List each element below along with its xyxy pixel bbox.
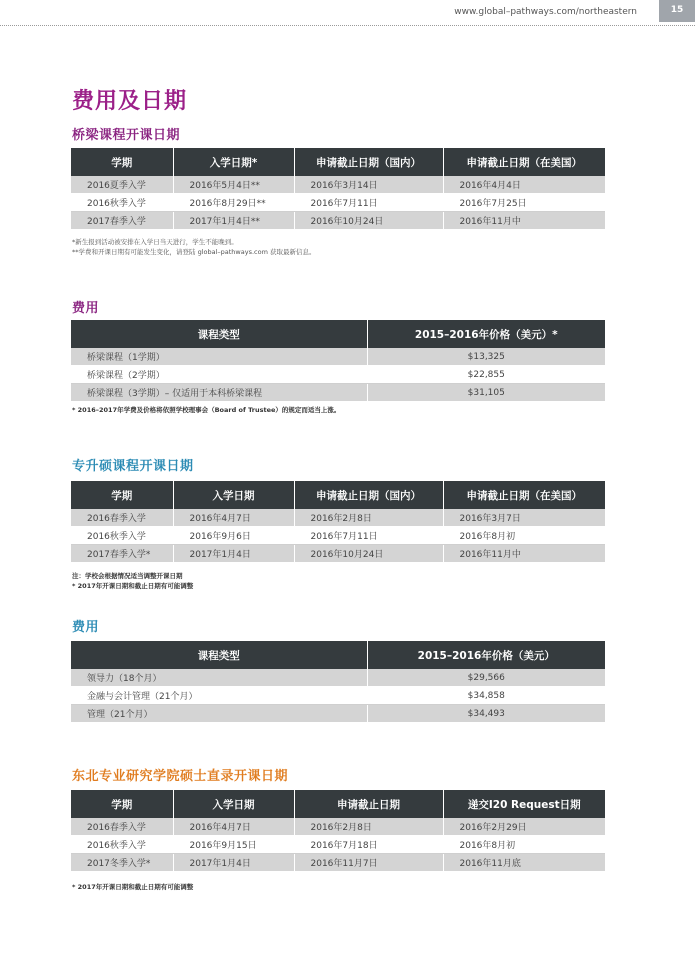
cell: $34,858 xyxy=(367,687,605,705)
col-header: 申请截止日期（在美国） xyxy=(443,148,605,176)
cell: 2016年4月4日 xyxy=(443,176,605,194)
cell: 2016年4月7日 xyxy=(173,818,294,836)
cell: 2017年1月4日** xyxy=(173,212,294,230)
col-header: 入学日期* xyxy=(173,148,294,176)
footnote: **学费和开课日期有可能发生变化，请登陆 global–pathways.com 获取最新信息。 xyxy=(72,248,316,256)
footnote: * 2017年开课日期和截止日期有可能调整 xyxy=(72,582,194,590)
cell: 2016年8月初 xyxy=(443,836,605,854)
table-row xyxy=(71,348,605,366)
table-row xyxy=(71,384,605,402)
cell: 2016年2月29日 xyxy=(443,818,605,836)
col-header: 学期 xyxy=(71,790,173,818)
bridge-dates-heading: 桥梁课程开课日期 xyxy=(72,128,181,143)
cell: 2017年1月4日 xyxy=(173,854,294,872)
header-url: www.global–pathways.com/northeastern xyxy=(454,7,637,17)
cell: 2016年5月4日** xyxy=(173,176,294,194)
direct-admission-heading: 东北专业研究学院硕士直录开课日期 xyxy=(72,769,289,784)
col-header: 申请截止日期（国内） xyxy=(294,481,443,509)
cell: 2016年7月25日 xyxy=(443,194,605,212)
page-title: 费用及日期 xyxy=(72,89,188,114)
cell: 2016年7月18日 xyxy=(294,836,443,854)
cell: 2017春季入学 xyxy=(71,212,173,230)
cell: 2016年10月24日 xyxy=(294,545,443,563)
col-header: 申请截止日期（国内） xyxy=(294,148,443,176)
col-header: 申请截止日期（在美国） xyxy=(443,481,605,509)
cell: 2016年8月29日** xyxy=(173,194,294,212)
cell: $13,325 xyxy=(367,348,605,366)
fees-note: * 2016–2017年学费及价格将依照学校理事会（Board of Trustee）的规定而适当上涨。 xyxy=(72,406,341,414)
cell: 管理（21个月） xyxy=(71,705,367,723)
cell: 2016秋季入学 xyxy=(71,527,173,545)
table-header-row xyxy=(71,148,605,176)
cell: 2016年9月15日 xyxy=(173,836,294,854)
direct-note: * 2017年开课日期和截止日期有可能调整 xyxy=(72,883,194,891)
bridge-dates-table xyxy=(71,148,605,230)
cell: 2017春季入学* xyxy=(71,545,173,563)
cell: 桥梁课程（2学期） xyxy=(71,366,367,384)
table-header-row xyxy=(71,790,605,818)
cell: 金融与会计管理（21个月） xyxy=(71,687,367,705)
col-header: 2015–2016年价格（美元） xyxy=(367,641,605,669)
footnote: *新生报到活动被安排在入学日当天进行，学生不能晚到。 xyxy=(72,238,238,246)
table-header-row xyxy=(71,641,605,669)
cell: 2016夏季入学 xyxy=(71,176,173,194)
cell: 2016年11月底 xyxy=(443,854,605,872)
master-dates-heading: 专升硕课程开课日期 xyxy=(72,459,194,474)
table-row xyxy=(71,509,605,527)
master-notes xyxy=(72,571,193,591)
cell: 2016秋季入学 xyxy=(71,836,173,854)
cell: 2016年7月11日 xyxy=(294,527,443,545)
table-row xyxy=(71,366,605,384)
cell: 2016年7月11日 xyxy=(294,194,443,212)
header-divider xyxy=(0,25,695,26)
cell: 桥梁课程（1学期） xyxy=(71,348,367,366)
cell: 2016年2月8日 xyxy=(294,818,443,836)
cell: 2016年11月中 xyxy=(443,212,605,230)
footnote: 注：学校会根据情况适当调整开课日期 xyxy=(72,572,183,580)
cell: 2016年9月6日 xyxy=(173,527,294,545)
table-row xyxy=(71,212,605,230)
col-header: 递交I20 Request日期 xyxy=(443,790,605,818)
fees-heading: 费用 xyxy=(72,301,100,316)
cell: 2016年10月24日 xyxy=(294,212,443,230)
table-row xyxy=(71,818,605,836)
cell: 2016年8月初 xyxy=(443,527,605,545)
cell: $22,855 xyxy=(367,366,605,384)
cell: 领导力（18个月） xyxy=(71,669,367,687)
table-row xyxy=(71,705,605,723)
cell: 2016年3月14日 xyxy=(294,176,443,194)
table-row xyxy=(71,194,605,212)
table-row xyxy=(71,527,605,545)
col-header: 学期 xyxy=(71,481,173,509)
bridge-fees-table xyxy=(71,320,605,402)
table-row xyxy=(71,545,605,563)
master-fees-table xyxy=(71,641,605,723)
cell: 2016年3月7日 xyxy=(443,509,605,527)
col-header: 入学日期 xyxy=(173,790,294,818)
col-header: 2015–2016年价格（美元）* xyxy=(367,320,605,348)
bridge-notes xyxy=(72,237,315,257)
cell: 2016年11月7日 xyxy=(294,854,443,872)
cell: 桥梁课程（3学期）– 仅适用于本科桥梁课程 xyxy=(71,384,367,402)
cell: 2016春季入学 xyxy=(71,509,173,527)
table-header-row xyxy=(71,320,605,348)
table-row xyxy=(71,687,605,705)
col-header: 学期 xyxy=(71,148,173,176)
cell: 2016年4月7日 xyxy=(173,509,294,527)
cell: 2016秋季入学 xyxy=(71,194,173,212)
direct-admission-table xyxy=(71,790,605,872)
cell: $31,105 xyxy=(367,384,605,402)
cell: $34,493 xyxy=(367,705,605,723)
cell: 2017年1月4日 xyxy=(173,545,294,563)
table-row xyxy=(71,854,605,872)
cell: 2016春季入学 xyxy=(71,818,173,836)
page-number: 15 xyxy=(659,0,695,22)
cell: 2016年2月8日 xyxy=(294,509,443,527)
table-row xyxy=(71,176,605,194)
master-fees-heading: 费用 xyxy=(72,620,100,635)
cell: $29,566 xyxy=(367,669,605,687)
col-header: 入学日期 xyxy=(173,481,294,509)
table-row xyxy=(71,836,605,854)
col-header: 课程类型 xyxy=(71,320,367,348)
table-row xyxy=(71,669,605,687)
cell: 2016年11月中 xyxy=(443,545,605,563)
table-header-row xyxy=(71,481,605,509)
master-dates-table xyxy=(71,481,605,563)
cell: 2017冬季入学* xyxy=(71,854,173,872)
col-header: 课程类型 xyxy=(71,641,367,669)
col-header: 申请截止日期 xyxy=(294,790,443,818)
